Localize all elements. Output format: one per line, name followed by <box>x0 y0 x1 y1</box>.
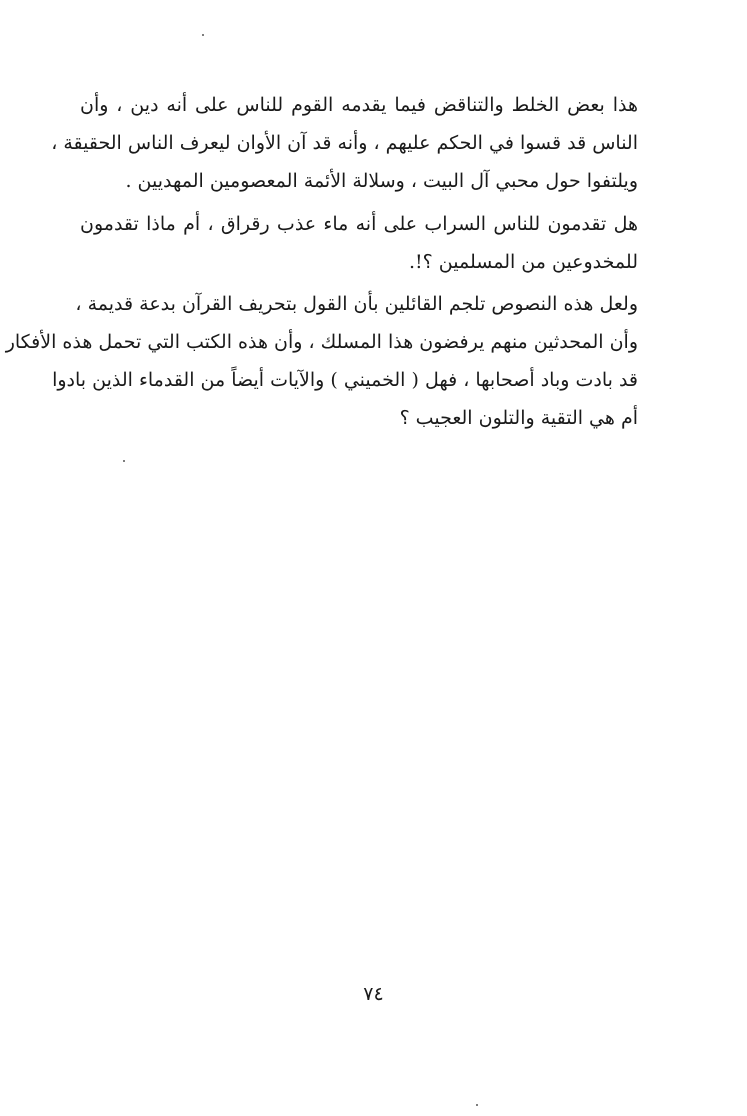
paragraph-line: وأن المحدثين منهم يرفضون هذا المسلك ، وأن هذه الكتب التي تحمل هذه الأفكار <box>5 331 638 353</box>
paragraph-line: هذا بعض الخلط والتناقض فيما يقدمه القوم للناس على أنه دين ، وأن <box>80 94 638 116</box>
paragraph-1 <box>51 86 638 200</box>
paragraph-2 <box>80 205 638 281</box>
scan-speck <box>123 460 125 462</box>
paragraph-line: ولعل هذه النصوص تلجم القائلين بأن القول بتحريف القرآن بدعة قديمة ، <box>75 293 638 315</box>
paragraph-line: قد بادت وباد أصحابها ، فهل ( الخميني ) والآيات أيضاً من القدماء الذين بادوا <box>52 369 638 391</box>
paragraph-3 <box>5 285 638 437</box>
paragraph-line: للمخدوعين من المسلمين ؟!. <box>408 251 638 273</box>
paragraph-line: ويلتفوا حول محبي آل البيت ، وسلالة الأئمة المعصومين المهديين . <box>125 170 638 192</box>
paragraph-line: الناس قد قسوا في الحكم عليهم ، وأنه قد آن الأوان ليعرف الناس الحقيقة ، <box>51 132 638 154</box>
scan-speck <box>202 34 204 36</box>
paragraph-line: هل تقدمون للناس السراب على أنه ماء عذب رقراق ، أم ماذا تقدمون <box>80 213 638 235</box>
paragraph-line: أم هي التقية والتلون العجيب ؟ <box>399 407 638 429</box>
scan-speck <box>476 1104 478 1106</box>
page-number: ٧٤ <box>363 983 384 1005</box>
